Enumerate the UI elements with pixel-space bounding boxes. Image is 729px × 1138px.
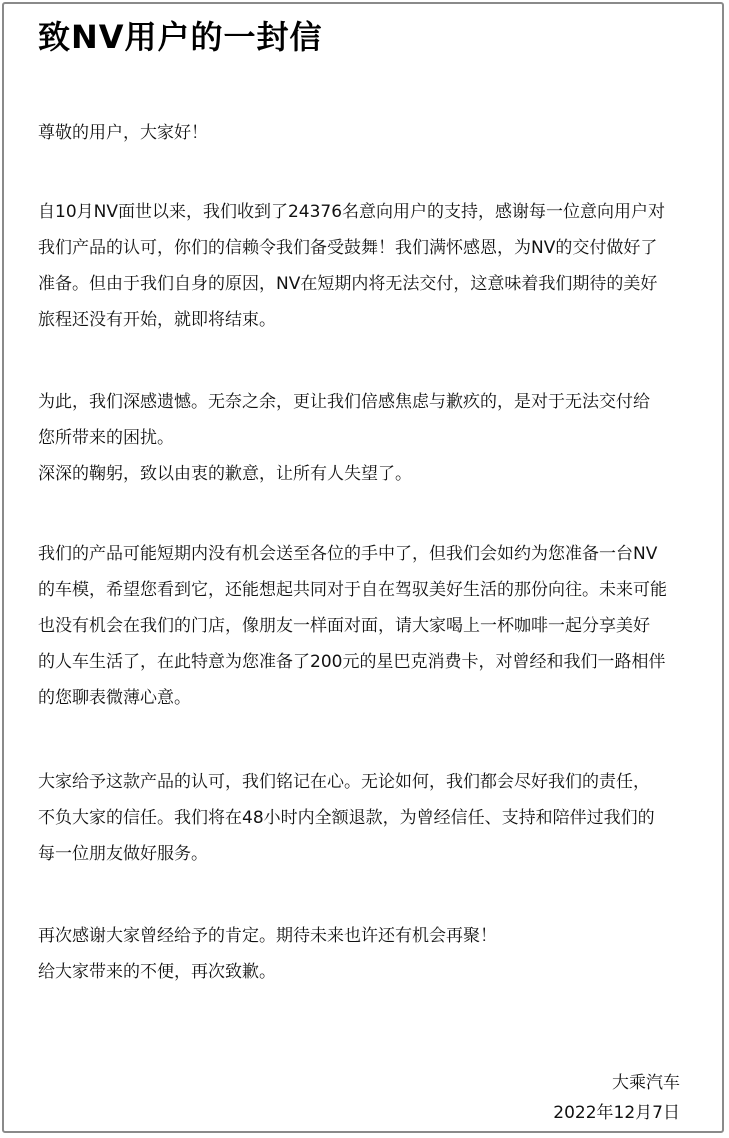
paragraph-line: 的您聊表微薄心意。 [38,688,191,708]
paragraph-line: 也没有机会在我们的门店，像朋友一样面对面，请大家喝上一杯咖啡一起分享美好 [38,616,650,636]
greeting [38,115,693,151]
company-name: 大乘汽车 [612,1073,680,1093]
paragraph-3 [38,536,693,716]
paragraph-2 [38,384,693,492]
paragraph-4 [38,764,693,872]
paragraph-line: 自10月NV面世以来，我们收到了24376名意向用户的支持，感谢每一位意向用户对 [38,202,666,222]
paragraph-line: 大家给予这款产品的认可，我们铭记在心。无论如何，我们都会尽好我们的责任， [38,772,650,792]
letter-title: 致NV用户的一封信 [38,18,323,56]
greeting-line: 尊敬的用户，大家好！ [38,123,208,143]
paragraph-line: 给大家带来的不便，再次致歉。 [38,962,276,982]
paragraph-line: 我们产品的认可，你们的信赖令我们备受鼓舞！我们满怀感恩，为NV的交付做好了 [38,238,658,258]
paragraph-5 [38,918,693,990]
paragraph-line: 每一位朋友做好服务。 [38,844,208,864]
paragraph-line: 为此，我们深感遗憾。无奈之余，更让我们倍感焦虑与歉疚的，是对于无法交付给 [38,392,650,412]
paragraph-line: 再次感谢大家曾经给予的肯定。期待未来也许还有机会再聚！ [38,926,497,946]
paragraph-line: 的车模，希望您看到它，还能想起共同对于自在驾驭美好生活的那份向往。未来可能 [38,580,667,600]
paragraph-line: 我们的产品可能短期内没有机会送至各位的手中了，但我们会如约为您准备一台NV [38,544,658,564]
paragraph-line: 您所带来的困扰。 [38,428,174,448]
paragraph-line: 的人车生活了，在此特意为您准备了200元的星巴克消费卡，对曾经和我们一路相伴 [38,652,666,672]
paragraph-line: 旅程还没有开始，就即将结束。 [38,310,276,330]
paragraph-line: 准备。但由于我们自身的原因，NV在短期内将无法交付，这意味着我们期待的美好 [38,274,658,294]
paragraph-line: 深深的鞠躬，致以由衷的歉意，让所有人失望了。 [38,464,412,484]
signature-block [553,1068,680,1128]
paragraph-line: 不负大家的信任。我们将在48小时内全额退款，为曾经信任、支持和陪伴过我们的 [38,808,655,828]
paragraph-1 [38,194,693,338]
letter-date: 2022年12月7日 [553,1103,680,1123]
